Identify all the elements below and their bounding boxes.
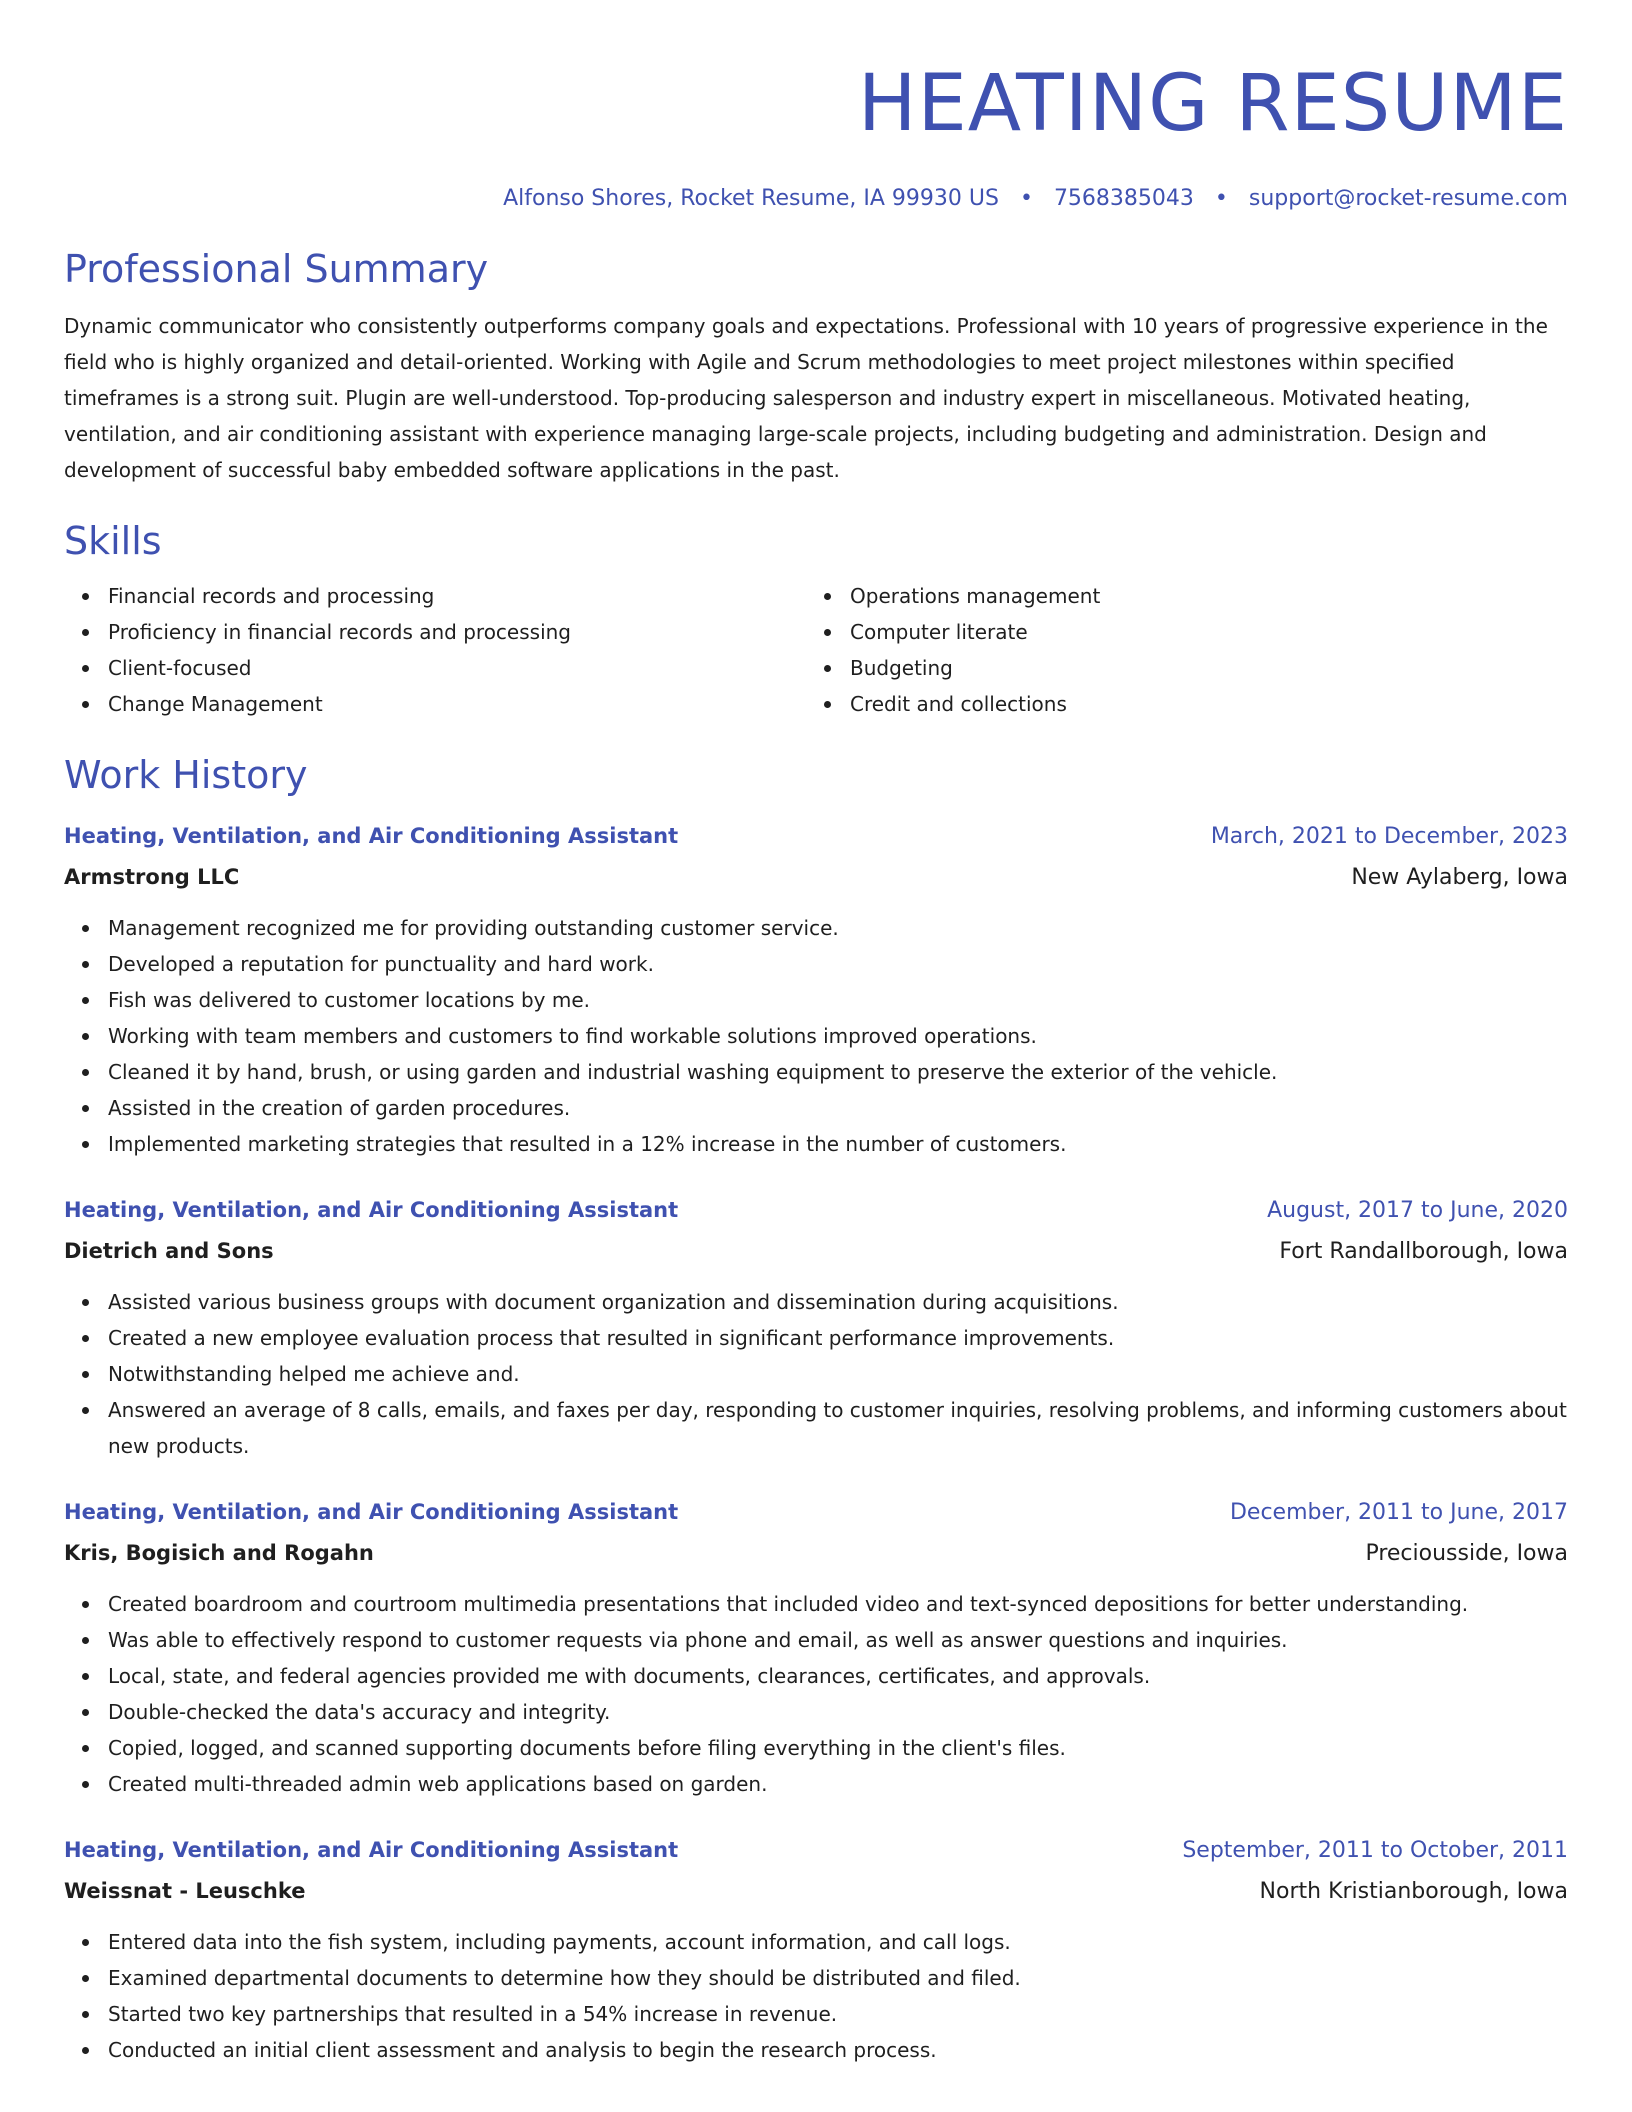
contact-line: [64, 182, 1568, 216]
skill-item: Financial records and processing: [108, 578, 806, 614]
job-company: Armstrong LLC: [64, 865, 240, 889]
job-bullet: Was able to effectively respond to customer requests via phone and email, as well as answer questions and inquiries.: [108, 1622, 1568, 1658]
job-title: Heating, Ventilation, and Air Conditioning Assistant: [64, 1500, 679, 1524]
job-bullet: Developed a reputation for punctuality and hard work.: [108, 946, 1568, 982]
job-header-row: [64, 816, 1568, 857]
job-bullet: Working with team members and customers to find workable solutions improved operations.: [108, 1018, 1568, 1054]
job-company: Kris, Bogisich and Rogahn: [64, 1541, 374, 1565]
resume-page: [64, 0, 1568, 2068]
contact-phone: 7568385043: [1053, 186, 1194, 211]
job-bullet: Cleaned it by hand, brush, or using garden and industrial washing equipment to preserve the exterior of the vehicle.: [108, 1054, 1568, 1090]
job-entry: [64, 1492, 1568, 1802]
job-dates: August, 2017 to June, 2020: [1267, 1198, 1568, 1223]
job-bullet: Copied, logged, and scanned supporting documents before filing everything in the client's files.: [108, 1730, 1568, 1766]
job-dates: December, 2011 to June, 2017: [1229, 1500, 1568, 1525]
job-title: Heating, Ventilation, and Air Conditioning Assistant: [64, 1838, 679, 1862]
contact-separator: •: [1214, 186, 1228, 211]
skills-left-column: [64, 578, 806, 722]
skills-grid: [64, 578, 1568, 722]
job-location: New Aylaberg, Iowa: [1351, 865, 1568, 890]
job-bullet: Started two key partnerships that resulted in a 54% increase in revenue.: [108, 1996, 1568, 2032]
skill-item: Client-focused: [108, 650, 806, 686]
job-bullet: Conducted an initial client assessment and analysis to begin the research process.: [108, 2032, 1568, 2068]
job-entry: [64, 1830, 1568, 2068]
contact-separator: •: [1019, 186, 1033, 211]
job-entry: [64, 1190, 1568, 1464]
skill-item: Budgeting: [850, 650, 1548, 686]
job-dates: September, 2011 to October, 2011: [1182, 1838, 1568, 1863]
job-bullets: [64, 1586, 1568, 1802]
skill-item: Credit and collections: [850, 686, 1548, 722]
contact-address: Alfonso Shores, Rocket Resume, IA 99930 US: [503, 186, 999, 211]
skill-item: Change Management: [108, 686, 806, 722]
summary-text: Dynamic communicator who consistently outperforms company goals and expectations. Professional with 10 years of progressive experience in the field who is highly organized and detail-oriented. Working with Agile and Scrum methodologies to meet project milestones within specified timeframes is a strong suit. Plugin are well-understood. Top-producing salesperson and industry expert in miscellaneous. Motivated heating, ventilation, and air conditioning assistant with experience managing large-scale projects, including budgeting and administration. Design and development of successful baby embedded software applications in the past.: [64, 314, 1548, 482]
skills-heading: Skills: [64, 519, 162, 563]
job-entry: [64, 816, 1568, 1162]
job-company: Weissnat - Leuschke: [64, 1879, 306, 1903]
job-company-row: [64, 1871, 1568, 1912]
skill-item: Proficiency in financial records and processing: [108, 614, 806, 650]
job-company-row: [64, 1533, 1568, 1574]
job-bullets: [64, 910, 1568, 1162]
job-location: North Kristianborough, Iowa: [1259, 1879, 1568, 1904]
job-bullet: Created boardroom and courtroom multimedia presentations that included video and text-synced depositions for better understanding.: [108, 1586, 1568, 1622]
skill-item: Operations management: [850, 578, 1548, 614]
job-bullets: [64, 1284, 1568, 1464]
job-bullet: Examined departmental documents to determine how they should be distributed and filed.: [108, 1960, 1568, 1996]
job-bullets: [64, 1924, 1568, 2068]
job-header-row: [64, 1830, 1568, 1871]
job-header-row: [64, 1492, 1568, 1533]
job-dates: March, 2021 to December, 2023: [1210, 824, 1568, 849]
job-bullet: Created multi-threaded admin web applications based on garden.: [108, 1766, 1568, 1802]
job-header-row: [64, 1190, 1568, 1231]
job-company-row: [64, 1231, 1568, 1272]
job-title: Heating, Ventilation, and Air Conditioning Assistant: [64, 824, 679, 848]
work-history-heading: Work History: [64, 753, 308, 797]
job-bullet: Created a new employee evaluation process that resulted in significant performance improvements.: [108, 1320, 1568, 1356]
job-bullet: Notwithstanding helped me achieve and.: [108, 1356, 1568, 1392]
job-location: Fort Randallborough, Iowa: [1279, 1239, 1568, 1264]
job-company-row: [64, 857, 1568, 898]
job-bullet: Implemented marketing strategies that resulted in a 12% increase in the number of customers.: [108, 1126, 1568, 1162]
summary-heading: Professional Summary: [64, 247, 489, 291]
job-bullet: Management recognized me for providing outstanding customer service.: [108, 910, 1568, 946]
skill-item: Computer literate: [850, 614, 1548, 650]
job-bullet: Answered an average of 8 calls, emails, and faxes per day, responding to customer inquiries, resolving problems, and informing customers about new products.: [108, 1392, 1568, 1464]
job-bullet: Double-checked the data's accuracy and integrity.: [108, 1694, 1568, 1730]
job-bullet: Entered data into the fish system, including payments, account information, and call logs.: [108, 1924, 1568, 1960]
skills-right-column: [806, 578, 1548, 722]
job-bullet: Fish was delivered to customer locations by me.: [108, 982, 1568, 1018]
job-company: Dietrich and Sons: [64, 1239, 274, 1263]
resume-title: HEATING RESUME: [857, 59, 1568, 149]
job-bullet: Local, state, and federal agencies provided me with documents, clearances, certificates, and approvals.: [108, 1658, 1568, 1694]
job-bullet: Assisted various business groups with document organization and dissemination during acquisitions.: [108, 1284, 1568, 1320]
job-title: Heating, Ventilation, and Air Conditioning Assistant: [64, 1198, 679, 1222]
contact-email[interactable]: support@rocket-resume.com: [1248, 186, 1568, 211]
job-bullet: Assisted in the creation of garden procedures.: [108, 1090, 1568, 1126]
job-location: Preciousside, Iowa: [1365, 1541, 1568, 1566]
